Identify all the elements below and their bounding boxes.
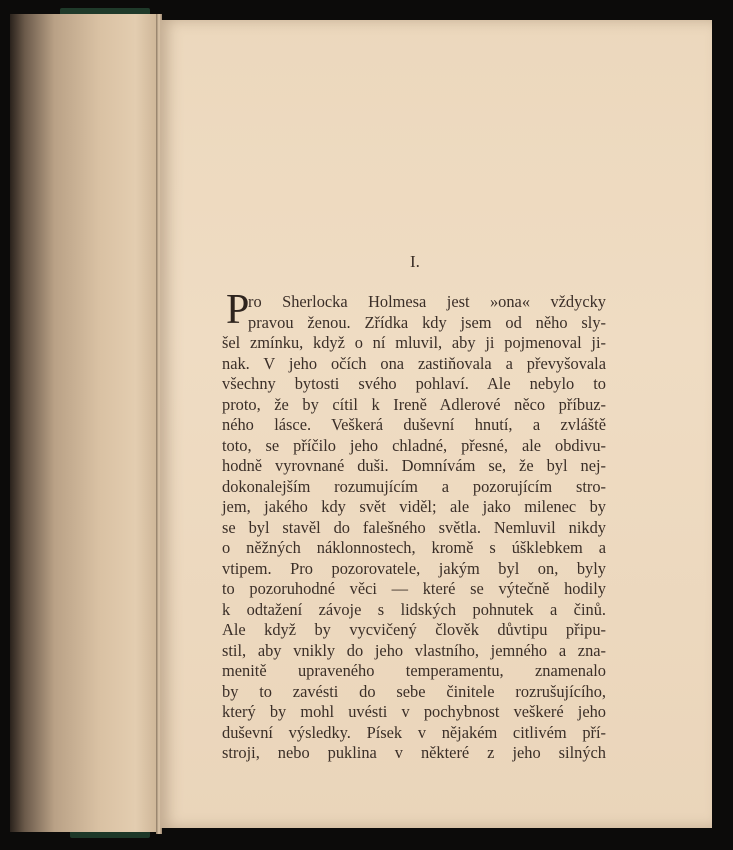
text-line: duševní výsledky. Písek v nějakém citlivém pří- <box>222 722 606 742</box>
text-line: by to zavésti do sebe činitele rozrušujícího, <box>222 681 606 701</box>
left-page <box>10 14 158 832</box>
text-line: to pozoruhodné věci — které se výtečně hodily <box>222 579 606 598</box>
body-text <box>222 292 606 764</box>
text-line: nak. V jeho očích ona zastiňovala a převyšovala <box>222 353 606 373</box>
text-line: proto, že by cítil k Ireně Adlerové něco příbuz- <box>222 394 606 414</box>
text-line: který by mohl uvésti v pochybnost veškeré jeho <box>222 702 606 721</box>
text-line: o něžných náklonnostech, kromě s úšklebkem a <box>222 538 606 557</box>
text-line: stroji, nebo puklina v některé z jeho silných <box>222 743 606 762</box>
text-line: jem, jakého kdy svět viděl; ale jako milenec by <box>222 497 606 516</box>
text-line: stil, aby vnikly do jeho vlastního, jemného a zna- <box>222 640 606 660</box>
text-line: toto, se příčilo jeho chladné, přesné, ale obdivu- <box>222 435 606 455</box>
text-line: menitě upraveného temperamentu, znamenalo <box>222 661 606 680</box>
text-line: ro Sherlocka Holmesa jest »ona« vždycky <box>248 292 606 311</box>
text-line: všechny bytosti svého pohlaví. Ale nebylo to <box>222 374 606 393</box>
chapter-heading: I. <box>410 252 420 271</box>
drop-cap: P <box>226 287 250 333</box>
text-line: se byl stavěl do falešného světla. Nemluvil nikdy <box>222 517 606 537</box>
text-line: vtipem. Pro pozorovatele, jakým byl on, byly <box>222 558 606 578</box>
text-line: pravou ženou. Zřídka kdy jsem od něho sly- <box>248 312 606 332</box>
text-line: ného lásce. Veškerá duševní hnutí, a zvláště <box>222 415 606 434</box>
text-line: dokonalejším rozumujícím a pozorujícím stro- <box>222 476 606 496</box>
text-line: Ale když by vycvičený člověk důvtipu připu- <box>222 620 606 639</box>
text-line: hodně vyrovnané duši. Domnívám se, že byl nej- <box>222 456 606 475</box>
text-line: k odtažení závoje s lidských pohnutek a činů. <box>222 599 606 619</box>
text-line: šel zmínku, když o ní mluvil, aby ji pojmenoval ji- <box>222 333 606 352</box>
